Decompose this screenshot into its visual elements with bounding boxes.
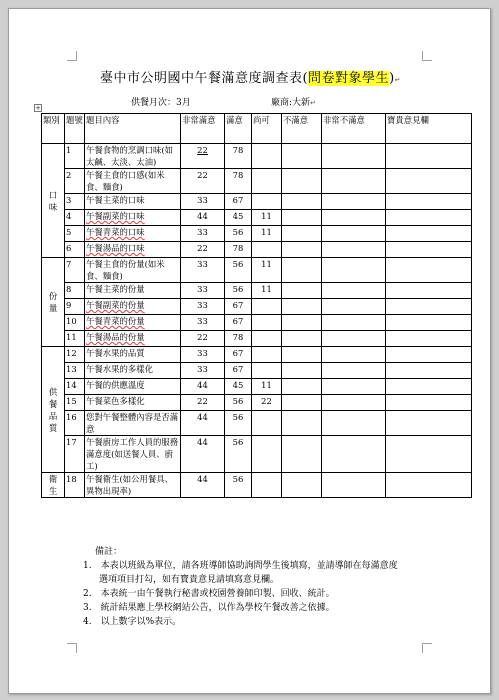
- row-comments[interactable]: [386, 315, 472, 331]
- crop-mark-top-right: [422, 51, 432, 61]
- row-content[interactable]: 午餐水果的品質: [85, 347, 181, 363]
- note-item-2[interactable]: 2. 本表統一由午餐執行秘書或校園營養師印製、回收、統計。: [83, 589, 335, 599]
- row-content[interactable]: 午餐食物的烹調口味(如太鹹、太淡、太油): [85, 144, 181, 169]
- row-comments[interactable]: [386, 347, 472, 363]
- row-no[interactable]: 18: [65, 473, 85, 498]
- row-comments[interactable]: [386, 169, 472, 194]
- row-very-satisfied[interactable]: 44: [181, 473, 225, 498]
- row-no[interactable]: 13: [65, 363, 85, 379]
- row-very-satisfied[interactable]: 22: [181, 242, 225, 258]
- row-content[interactable]: 午餐青菜的口味: [85, 226, 181, 242]
- table-row: [42, 210, 472, 226]
- document-page: [8, 8, 491, 694]
- row-comments[interactable]: [386, 283, 472, 299]
- row-unsatisfied[interactable]: [282, 395, 322, 411]
- row-no[interactable]: 8: [65, 283, 85, 299]
- row-very-satisfied[interactable]: 33: [181, 283, 225, 299]
- row-very-satisfied[interactable]: 33: [181, 226, 225, 242]
- survey-table: [41, 113, 472, 498]
- header-very-unsatisfied: 非常不滿意: [322, 114, 386, 144]
- row-fair[interactable]: [252, 169, 282, 194]
- meal-month[interactable]: 供餐月次：3月: [131, 98, 191, 108]
- vendor-name-text: 廠商:大新: [271, 98, 311, 108]
- row-no[interactable]: 12: [65, 347, 85, 363]
- row-no[interactable]: 10: [65, 315, 85, 331]
- row-comments[interactable]: [386, 379, 472, 395]
- row-satisfied[interactable]: 78: [225, 144, 252, 169]
- row-content[interactable]: 午餐副菜的份量: [85, 299, 181, 315]
- row-very-unsatisfied[interactable]: [322, 363, 386, 379]
- row-fair[interactable]: [252, 436, 282, 473]
- row-comments[interactable]: [386, 411, 472, 436]
- row-satisfied[interactable]: 45: [225, 379, 252, 395]
- row-no[interactable]: 4: [65, 210, 85, 226]
- row-satisfied[interactable]: 78: [225, 331, 252, 347]
- row-unsatisfied[interactable]: [282, 411, 322, 436]
- row-content[interactable]: 午餐水果的多樣化: [85, 363, 181, 379]
- row-fair[interactable]: 11: [252, 226, 282, 242]
- row-comments[interactable]: [386, 194, 472, 210]
- paragraph-mark-icon: ↵: [310, 99, 316, 107]
- row-content[interactable]: 午餐副菜的口味: [85, 210, 181, 226]
- row-no[interactable]: 3: [65, 194, 85, 210]
- row-comments[interactable]: [386, 436, 472, 473]
- row-very-unsatisfied[interactable]: [322, 411, 386, 436]
- header-comments: 寶貴意見欄: [386, 114, 472, 144]
- document-title[interactable]: [9, 67, 492, 86]
- crop-mark-bottom-right: [422, 643, 432, 653]
- row-content[interactable]: 午餐主食的份量(如米食、麵食): [85, 258, 181, 283]
- table-row: [42, 194, 472, 210]
- row-unsatisfied[interactable]: [282, 210, 322, 226]
- row-content[interactable]: 您對午餐整體內容是否滿意: [85, 411, 181, 436]
- row-no[interactable]: 11: [65, 331, 85, 347]
- table-row: [42, 347, 472, 363]
- header-very-satisfied: 非常滿意: [181, 114, 225, 144]
- row-unsatisfied[interactable]: [282, 299, 322, 315]
- row-fair[interactable]: [252, 473, 282, 498]
- row-no[interactable]: 6: [65, 242, 85, 258]
- row-fair[interactable]: [252, 194, 282, 210]
- row-content[interactable]: 午餐主食的口感(如米食、麵食): [85, 169, 181, 194]
- row-fair[interactable]: [252, 363, 282, 379]
- note-item-3[interactable]: 3. 統計結果應上學校網站公告，以作為學校午餐改善之依據。: [83, 603, 335, 613]
- row-very-unsatisfied[interactable]: [322, 194, 386, 210]
- header-satisfied: 滿意: [225, 114, 252, 144]
- notes-section: [73, 545, 453, 629]
- header-fair: 尚可: [252, 114, 282, 144]
- row-very-satisfied[interactable]: 44: [181, 210, 225, 226]
- row-unsatisfied[interactable]: [282, 363, 322, 379]
- row-unsatisfied[interactable]: [282, 258, 322, 283]
- row-unsatisfied[interactable]: [282, 379, 322, 395]
- row-comments[interactable]: [386, 395, 472, 411]
- row-fair[interactable]: 11: [252, 210, 282, 226]
- row-unsatisfied[interactable]: [282, 436, 322, 473]
- row-very-unsatisfied[interactable]: [322, 169, 386, 194]
- row-very-unsatisfied[interactable]: [322, 315, 386, 331]
- row-content[interactable]: 午餐青菜的份量: [85, 315, 181, 331]
- row-fair[interactable]: [252, 242, 282, 258]
- row-satisfied[interactable]: 56: [225, 411, 252, 436]
- row-content[interactable]: 午餐主菜的口味: [85, 194, 181, 210]
- header-unsatisfied: 不滿意: [282, 114, 322, 144]
- row-fair[interactable]: [252, 299, 282, 315]
- row-very-unsatisfied[interactable]: [322, 436, 386, 473]
- row-unsatisfied[interactable]: [282, 283, 322, 299]
- row-unsatisfied[interactable]: [282, 473, 322, 498]
- row-no[interactable]: 7: [65, 258, 85, 283]
- table-row: [42, 299, 472, 315]
- table-row: [42, 379, 472, 395]
- row-very-unsatisfied[interactable]: [322, 283, 386, 299]
- row-unsatisfied[interactable]: [282, 194, 322, 210]
- row-very-unsatisfied[interactable]: [322, 258, 386, 283]
- row-very-satisfied[interactable]: 44: [181, 436, 225, 473]
- header-category: 類別: [42, 114, 65, 144]
- row-content[interactable]: 午餐廚房工作人員的服務滿意度(如送餐人員、廚工): [85, 436, 181, 473]
- table-row: [42, 436, 472, 473]
- row-no[interactable]: 16: [65, 411, 85, 436]
- row-very-unsatisfied[interactable]: [322, 347, 386, 363]
- row-fair[interactable]: 11: [252, 379, 282, 395]
- note-item-4[interactable]: 4. 以上數字以%表示。: [83, 617, 182, 627]
- row-very-satisfied[interactable]: 22: [181, 331, 225, 347]
- row-fair[interactable]: [252, 331, 282, 347]
- row-satisfied[interactable]: 67: [225, 363, 252, 379]
- table-row: [42, 473, 472, 498]
- row-fair[interactable]: 11: [252, 283, 282, 299]
- row-satisfied[interactable]: 56: [225, 473, 252, 498]
- row-very-satisfied[interactable]: 33: [181, 315, 225, 331]
- row-comments[interactable]: [386, 331, 472, 347]
- row-fair[interactable]: [252, 411, 282, 436]
- note-item-1-cont[interactable]: 選項項目打勾，如有寶貴意見請填寫意見欄。: [99, 575, 280, 585]
- row-very-satisfied[interactable]: 33: [181, 299, 225, 315]
- category-supply[interactable]: 供 餐 品 質: [42, 347, 65, 473]
- row-satisfied[interactable]: 56: [225, 226, 252, 242]
- table-move-handle-icon[interactable]: +: [35, 104, 41, 112]
- note-item-1[interactable]: 1. 本表以班級為單位，請各班導師協助詢問學生後填寫，並請導師在每滿意度: [83, 561, 398, 571]
- row-no[interactable]: 1: [65, 144, 85, 169]
- row-no[interactable]: 5: [65, 226, 85, 242]
- row-comments[interactable]: [386, 363, 472, 379]
- table-row: [42, 283, 472, 299]
- row-satisfied[interactable]: 56: [225, 258, 252, 283]
- table-row: [42, 395, 472, 411]
- row-very-satisfied[interactable]: 22: [181, 395, 225, 411]
- row-unsatisfied[interactable]: [282, 226, 322, 242]
- row-very-unsatisfied[interactable]: [322, 210, 386, 226]
- row-fair[interactable]: [252, 347, 282, 363]
- row-no[interactable]: 2: [65, 169, 85, 194]
- row-satisfied[interactable]: 67: [225, 315, 252, 331]
- row-very-satisfied[interactable]: 33: [181, 194, 225, 210]
- paragraph-mark-icon: ↵: [394, 76, 402, 84]
- row-no[interactable]: 15: [65, 395, 85, 411]
- row-fair[interactable]: [252, 144, 282, 169]
- row-very-satisfied[interactable]: 33: [181, 363, 225, 379]
- category-taste[interactable]: 口 味: [42, 144, 65, 258]
- row-satisfied[interactable]: 78: [225, 169, 252, 194]
- title-suffix: ): [389, 71, 395, 86]
- table-row: [42, 315, 472, 331]
- table-row: [42, 411, 472, 436]
- row-very-satisfied[interactable]: 44: [181, 379, 225, 395]
- row-comments[interactable]: [386, 242, 472, 258]
- row-unsatisfied[interactable]: [282, 144, 322, 169]
- row-no[interactable]: 14: [65, 379, 85, 395]
- row-content[interactable]: 午餐的供應溫度: [85, 379, 181, 395]
- row-comments[interactable]: [386, 258, 472, 283]
- row-content[interactable]: 午餐湯品的口味: [85, 242, 181, 258]
- notes-heading[interactable]: 備註：: [95, 547, 123, 557]
- row-satisfied[interactable]: 45: [225, 210, 252, 226]
- row-fair[interactable]: 22: [252, 395, 282, 411]
- table-row: [42, 242, 472, 258]
- row-comments[interactable]: [386, 226, 472, 242]
- table-row: [42, 144, 472, 169]
- row-very-satisfied[interactable]: 33: [181, 347, 225, 363]
- row-very-unsatisfied[interactable]: [322, 395, 386, 411]
- row-satisfied[interactable]: 56: [225, 395, 252, 411]
- row-unsatisfied[interactable]: [282, 169, 322, 194]
- row-comments[interactable]: [386, 210, 472, 226]
- row-comments[interactable]: [386, 473, 472, 498]
- row-unsatisfied[interactable]: [282, 242, 322, 258]
- row-very-satisfied[interactable]: 33: [181, 258, 225, 283]
- row-very-unsatisfied[interactable]: [322, 226, 386, 242]
- row-satisfied[interactable]: 67: [225, 194, 252, 210]
- crop-mark-top-left: [67, 51, 77, 61]
- row-unsatisfied[interactable]: [282, 331, 322, 347]
- row-very-satisfied[interactable]: 44: [181, 411, 225, 436]
- table-row: [42, 258, 472, 283]
- row-no[interactable]: 17: [65, 436, 85, 473]
- row-satisfied[interactable]: 67: [225, 299, 252, 315]
- row-unsatisfied[interactable]: [282, 347, 322, 363]
- row-very-satisfied[interactable]: 22: [181, 144, 225, 169]
- table-row: [42, 331, 472, 347]
- title-prefix: 臺中市公明國中午餐滿意度調查表(: [99, 71, 309, 86]
- row-very-unsatisfied[interactable]: [322, 242, 386, 258]
- row-satisfied[interactable]: 56: [225, 436, 252, 473]
- row-very-unsatisfied[interactable]: [322, 331, 386, 347]
- category-hygiene[interactable]: 衛 生: [42, 473, 65, 498]
- table-row: [42, 169, 472, 194]
- row-very-unsatisfied[interactable]: [322, 379, 386, 395]
- row-satisfied[interactable]: 67: [225, 347, 252, 363]
- row-content[interactable]: 午餐衛生(如公用餐具、異物出現率): [85, 473, 181, 498]
- row-no[interactable]: 9: [65, 299, 85, 315]
- row-very-unsatisfied[interactable]: [322, 299, 386, 315]
- category-portion[interactable]: 份 量: [42, 258, 65, 347]
- table-header-row: [42, 114, 472, 144]
- table-row: [42, 226, 472, 242]
- row-very-unsatisfied[interactable]: [322, 144, 386, 169]
- row-comments[interactable]: [386, 144, 472, 169]
- row-very-unsatisfied[interactable]: [322, 473, 386, 498]
- title-highlight: 問卷對象學生: [308, 71, 390, 86]
- row-content[interactable]: 午餐主菜的份量: [85, 283, 181, 299]
- row-satisfied[interactable]: 56: [225, 283, 252, 299]
- row-very-satisfied[interactable]: 22: [181, 169, 225, 194]
- table-row: [42, 363, 472, 379]
- vendor-name[interactable]: [271, 95, 316, 108]
- row-fair[interactable]: 11: [252, 258, 282, 283]
- header-content: 題目內容: [85, 114, 181, 144]
- row-fair[interactable]: [252, 315, 282, 331]
- crop-mark-bottom-left: [67, 643, 77, 653]
- row-content[interactable]: 午餐湯品的份量: [85, 331, 181, 347]
- row-content[interactable]: 午餐菜色多樣化: [85, 395, 181, 411]
- row-comments[interactable]: [386, 299, 472, 315]
- header-no: 題號: [65, 114, 85, 144]
- row-unsatisfied[interactable]: [282, 315, 322, 331]
- row-satisfied[interactable]: 78: [225, 242, 252, 258]
